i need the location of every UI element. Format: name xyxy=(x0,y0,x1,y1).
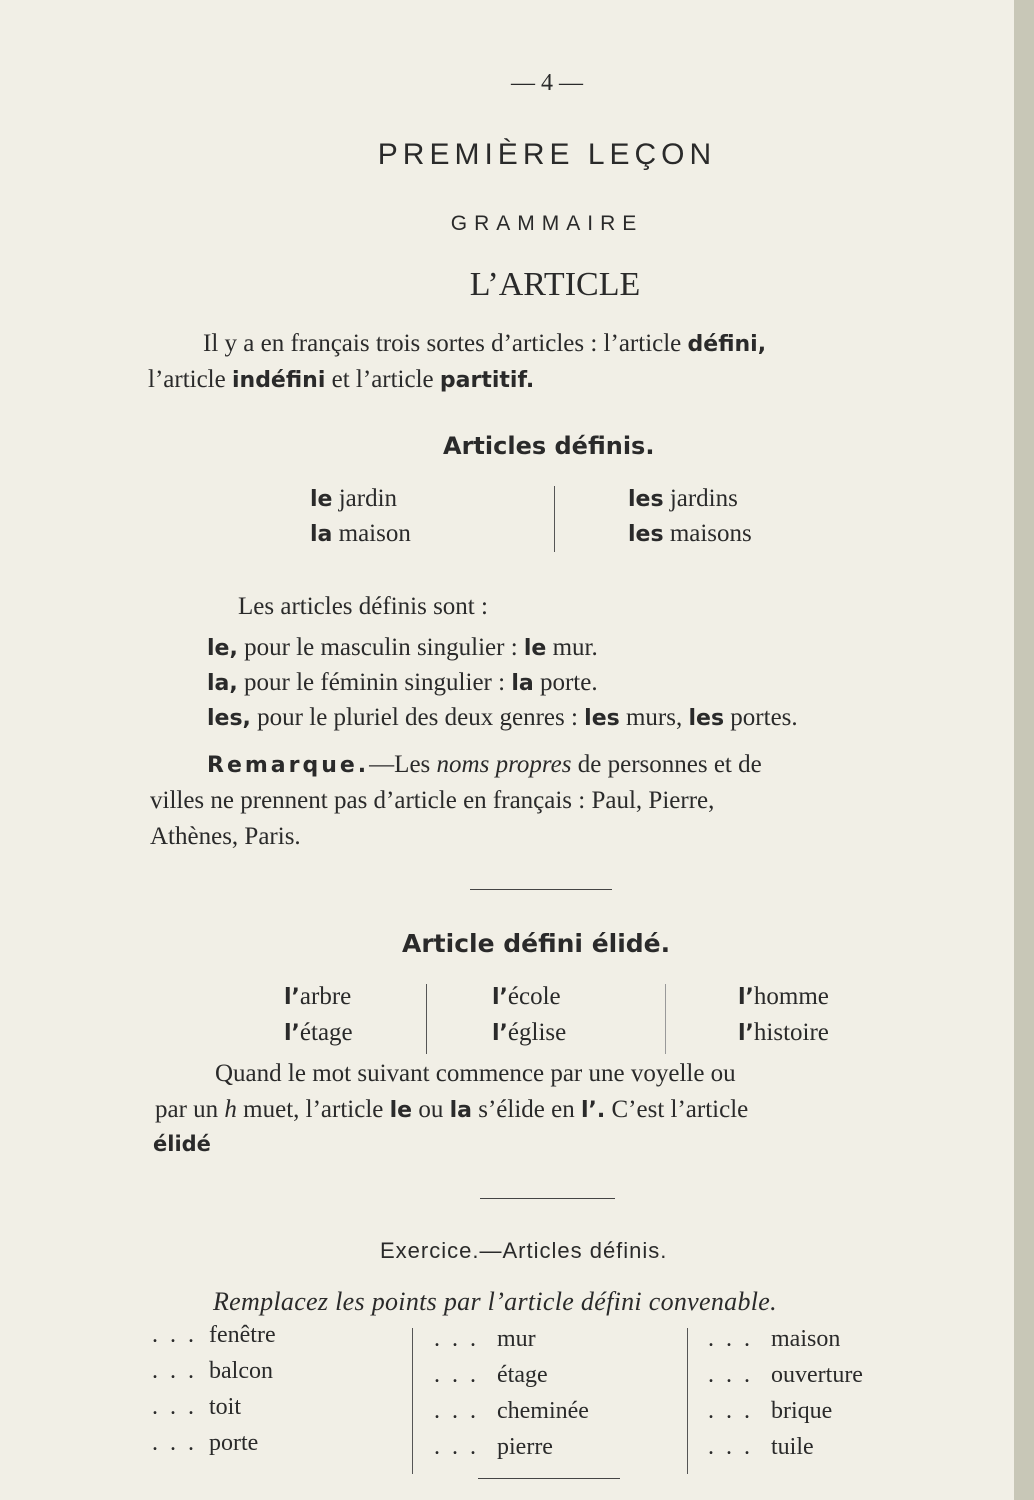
exercise-item: . . . maison xyxy=(708,1326,841,1352)
subject-heading: GRAMMAIRE xyxy=(450,212,644,235)
exercise-item: . . . brique xyxy=(708,1398,833,1424)
intro-line-1: Il y a en français trois sortes d’articles : l’article défini, xyxy=(203,330,767,357)
rule-le: le, pour le masculin singulier : le mur. xyxy=(207,634,598,661)
definis-row-2-left: la maison xyxy=(310,520,411,547)
exercise-item: . . . étage xyxy=(434,1362,548,1388)
section-title-definis: Articles définis. xyxy=(443,432,655,460)
remarque-line-1: Remarque.—Les noms propres de personnes et de xyxy=(207,751,762,778)
elide-para-line-2: par un h muet, l’article le ou la s’élide en l’. C’est l’article xyxy=(155,1096,749,1123)
rule-les: les, pour le pluriel des deux genres : les murs, les portes. xyxy=(207,704,798,731)
elide-para-line-3: élidé xyxy=(153,1132,211,1156)
definis-row-1-left: le jardin xyxy=(310,485,398,512)
elide-row-1-col-1: l’arbre xyxy=(284,983,352,1010)
section-separator xyxy=(478,1478,620,1479)
section-separator xyxy=(480,1198,615,1199)
exercise-item: . . . pierre xyxy=(434,1434,553,1460)
remarque-line-2: villes ne prennent pas d’article en français : Paul, Pierre, xyxy=(150,787,715,814)
remarque-label: Remarque. xyxy=(207,753,370,778)
column-divider xyxy=(665,984,666,1054)
elide-row-1-col-3: l’homme xyxy=(738,983,829,1010)
topic-heading: L’ARTICLE xyxy=(469,266,641,303)
rule-la: la, pour le féminin singulier : la porte. xyxy=(207,669,598,696)
exercise-item: . . . balcon xyxy=(152,1358,273,1384)
section-separator xyxy=(470,889,612,890)
elide-row-1-col-2: l’école xyxy=(492,983,561,1010)
section-title-elide: Article défini élidé. xyxy=(402,929,671,958)
definis-sont: Les articles définis sont : xyxy=(238,593,488,620)
exercise-item: . . . porte xyxy=(152,1430,259,1456)
elide-row-2-col-3: l’histoire xyxy=(738,1019,829,1046)
intro-line-2: l’article indéfini et l’article partitif. xyxy=(148,366,535,393)
lesson-title: PREMIÈRE LEÇON xyxy=(377,138,717,171)
definis-row-1-right: les jardins xyxy=(628,485,738,512)
exercise-item: . . . cheminée xyxy=(434,1398,589,1424)
exercise-title: Exercice.—Articles définis. xyxy=(380,1238,668,1263)
remarque-line-3: Athènes, Paris. xyxy=(150,823,301,850)
bold-defini: défini, xyxy=(687,332,767,357)
exercise-item: . . . tuile xyxy=(708,1434,814,1460)
page-number: — 4 — xyxy=(511,70,583,96)
column-divider xyxy=(412,1328,413,1474)
elide-row-2-col-1: l’étage xyxy=(284,1019,353,1046)
elide-para-line-1: Quand le mot suivant commence par une voyelle ou xyxy=(215,1060,736,1087)
exercise-instruction: Remplacez les points par l’article défini convenable. xyxy=(213,1287,777,1316)
definis-row-2-right: les maisons xyxy=(628,520,752,547)
column-divider xyxy=(687,1328,688,1474)
column-divider xyxy=(426,984,427,1054)
column-divider xyxy=(554,486,555,552)
page-edge xyxy=(1014,0,1034,1500)
elide-row-2-col-2: l’église xyxy=(492,1019,567,1046)
exercise-item: . . . fenêtre xyxy=(152,1322,276,1348)
exercise-item: . . . mur xyxy=(434,1326,536,1352)
exercise-item: . . . ouverture xyxy=(708,1362,863,1388)
exercise-item: . . . toit xyxy=(152,1394,242,1420)
